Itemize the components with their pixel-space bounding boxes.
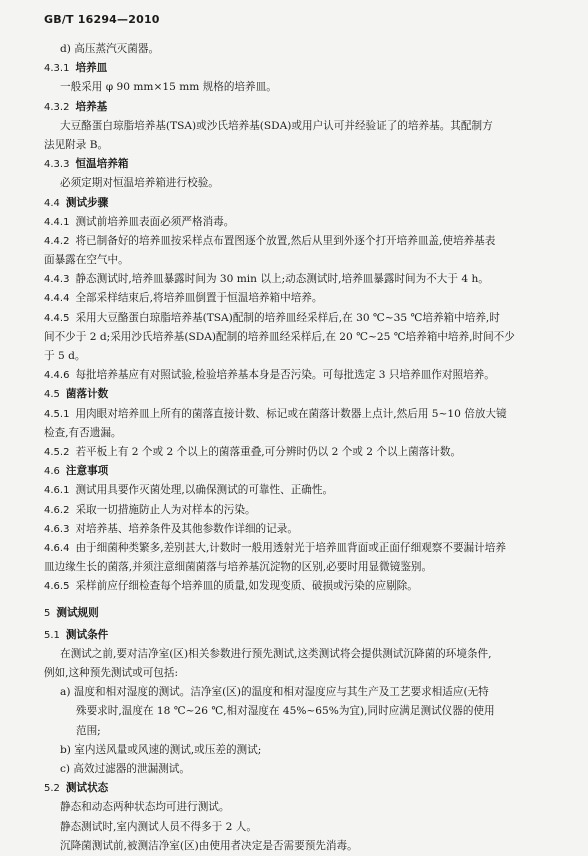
heading-text: 恒温培养箱 [75, 158, 129, 171]
text-line [44, 798, 564, 817]
standard-number-header: GB/T 16294—2010 [44, 13, 160, 26]
clause-number: 4.5.1 [44, 408, 70, 420]
document-body [44, 40, 564, 856]
text-line [44, 251, 564, 270]
line-text: a) 温度和相对湿度的测试。洁净室(区)的温度和相对湿度应与其生产及工艺要求相适应(无特 [60, 686, 489, 699]
clause-number: 4.4.2 [44, 235, 70, 247]
line-text: 测试用具要作灭菌处理,以确保测试的可靠性、正确性。 [75, 484, 334, 497]
text-line [44, 577, 564, 596]
line-text: 范围; [76, 724, 101, 737]
line-text: 沉降菌测试前,被测洁净室(区)由使用者决定是否需要预先消毒。 [60, 839, 358, 852]
line-text: 于 5 d。 [44, 350, 86, 362]
text-line [44, 760, 564, 779]
line-text: 全部采样结束后,将培养皿倒置于恒温培养箱中培养。 [75, 292, 323, 305]
clause-number: 5 [44, 608, 51, 620]
text-line [44, 664, 564, 683]
line-text: 检查,有否遗漏。 [44, 426, 122, 439]
clause-number: 4.6.2 [44, 504, 70, 516]
heading-text: 测试步骤 [65, 196, 109, 209]
line-text: 间不少于 2 d;采用沙氏培养基(SDA)配制的培养皿经采样后,在 20 ℃~25 ℃培养箱中培养,时间不少 [44, 330, 515, 343]
line-text: 皿边缘生长的菌落,并须注意细菌菌落与培养基沉淀物的区别,必要时用显微镜鉴别。 [44, 561, 433, 574]
line-text: 殊要求时,温度在 18 ℃~26 ℃,相对湿度在 45%~65%为宜),同时应满足测试仪器的使用 [76, 705, 495, 718]
heading-text: 培养皿 [75, 62, 108, 75]
line-text: 采取一切措施防止人为对样本的污染。 [75, 503, 256, 516]
clause-number: 4.6.5 [44, 581, 70, 593]
clause-number: 4.6.4 [44, 542, 70, 554]
text-line [44, 347, 564, 366]
section-heading [44, 59, 564, 78]
clause-number: 4.3.1 [44, 63, 70, 75]
text-line [44, 702, 564, 721]
heading-text: 培养基 [75, 100, 108, 113]
line-text: 每批培养基应有对照试验,检验培养基本身是否污染。可每批选定 3 只培养皿作对照培养。 [75, 369, 495, 382]
line-text: 若平板上有 2 个或 2 个以上的菌落重叠,可分辨时仍以 2 个或 2 个以上菌落计数。 [75, 445, 462, 458]
text-line [44, 270, 564, 289]
text-line [44, 136, 564, 155]
line-text: 将已制备好的培养皿按采样点布置图逐个放置,然后从里到外逐个打开培养皿盖,使培养基表 [75, 234, 496, 247]
text-line [44, 328, 564, 347]
clause-number: 4.4 [44, 197, 60, 209]
heading-text: 注意事项 [65, 465, 109, 478]
line-text: 测试前培养皿表面必须严格消毒。 [75, 215, 235, 228]
line-text: 静态测试时,培养皿暴露时间为 30 min 以上;动态测试时,培养皿暴露时间为不大于 4 h。 [75, 273, 489, 286]
section-heading [44, 626, 564, 645]
line-text: 例如,这种预先测试或可包括: [44, 667, 179, 679]
section-heading [44, 98, 564, 117]
text-line [44, 174, 564, 193]
clause-number: 4.4.1 [44, 216, 70, 228]
heading-text: 测试规则 [56, 607, 99, 620]
text-line [44, 289, 564, 308]
text-line [44, 481, 564, 500]
line-text: 一般采用 φ 90 mm×15 mm 规格的培养皿。 [60, 81, 277, 94]
text-line [44, 232, 564, 251]
line-text: c) 高效过滤器的泄漏测试。 [60, 762, 190, 775]
text-line [44, 741, 564, 760]
line-text: b) 室内送风量或风速的测试,或压差的测试; [60, 743, 262, 756]
line-text: 静态测试时,室内测试人员不得多于 2 人。 [60, 820, 257, 833]
section-heading [44, 194, 564, 213]
text-line [44, 78, 564, 97]
line-text: 采用大豆酪蛋白琼脂培养基(TSA)配制的培养皿经采样后,在 30 ℃~35 ℃培养箱中培养,时 [75, 311, 500, 324]
text-line [44, 443, 564, 462]
section-heading [44, 155, 564, 174]
text-line [44, 40, 564, 59]
text-line [44, 424, 564, 443]
section-heading [44, 385, 564, 404]
heading-text: 测试条件 [65, 628, 109, 641]
text-line [44, 818, 564, 837]
clause-number: 4.6.1 [44, 485, 70, 497]
section-heading [44, 462, 564, 481]
clause-number: 4.4.5 [44, 312, 70, 324]
text-line [44, 558, 564, 577]
text-line [44, 213, 564, 232]
line-text: 必须定期对恒温培养箱进行校验。 [60, 177, 219, 190]
line-text: 对培养基、培养条件及其他参数作详细的记录。 [75, 522, 298, 535]
clause-number: 4.4.6 [44, 370, 70, 382]
clause-number: 4.3.2 [44, 101, 70, 113]
text-line [44, 837, 564, 856]
line-text: 在测试之前,要对洁净室(区)相关参数进行预先测试,这类测试将会提供测试沉降菌的环境条件, [60, 647, 492, 660]
text-line [44, 309, 564, 328]
text-line [44, 539, 564, 558]
clause-number: 4.4.3 [44, 274, 70, 286]
clause-number: 4.4.4 [44, 293, 70, 305]
line-text: 法见附录 B。 [44, 138, 109, 151]
heading-text: 菌落计数 [65, 388, 109, 401]
line-text: 采样前应仔细检查每个培养皿的质量,如发现变质、破损或污染的应剔除。 [75, 580, 418, 593]
clause-number: 4.5 [44, 389, 60, 401]
line-text: d) 高压蒸汽灭菌器。 [60, 43, 160, 55]
clause-number: 4.6.3 [44, 523, 70, 535]
clause-number: 4.6 [44, 466, 60, 478]
clause-number: 5.1 [44, 629, 60, 641]
line-text: 静态和动态两种状态均可进行测试。 [60, 801, 230, 814]
section-heading [44, 779, 564, 798]
text-line [44, 645, 564, 664]
line-text: 用肉眼对培养皿上所有的菌落直接计数、标记或在菌落计数器上点计,然后用 5~10 倍放大镜 [75, 407, 507, 420]
text-line [44, 366, 564, 385]
text-line [44, 722, 564, 741]
line-text: 面暴露在空气中。 [44, 254, 129, 267]
heading-text: 测试状态 [65, 782, 109, 795]
text-line [44, 117, 564, 136]
text-line [44, 501, 564, 520]
line-text: 由于细菌种类繁多,差别甚大,计数时一般用透射光于培养皿背面或正面仔细观察不要漏计培养 [75, 541, 506, 554]
text-line [44, 405, 564, 424]
text-line [44, 520, 564, 539]
line-text: 大豆酪蛋白琼脂培养基(TSA)或沙氏培养基(SDA)或用户认可并经验证了的培养基。其配制方 [60, 119, 493, 132]
section-heading [44, 604, 564, 623]
text-line [44, 683, 564, 702]
clause-number: 4.5.2 [44, 446, 70, 458]
clause-number: 4.3.3 [44, 159, 70, 171]
clause-number: 5.2 [44, 783, 60, 795]
